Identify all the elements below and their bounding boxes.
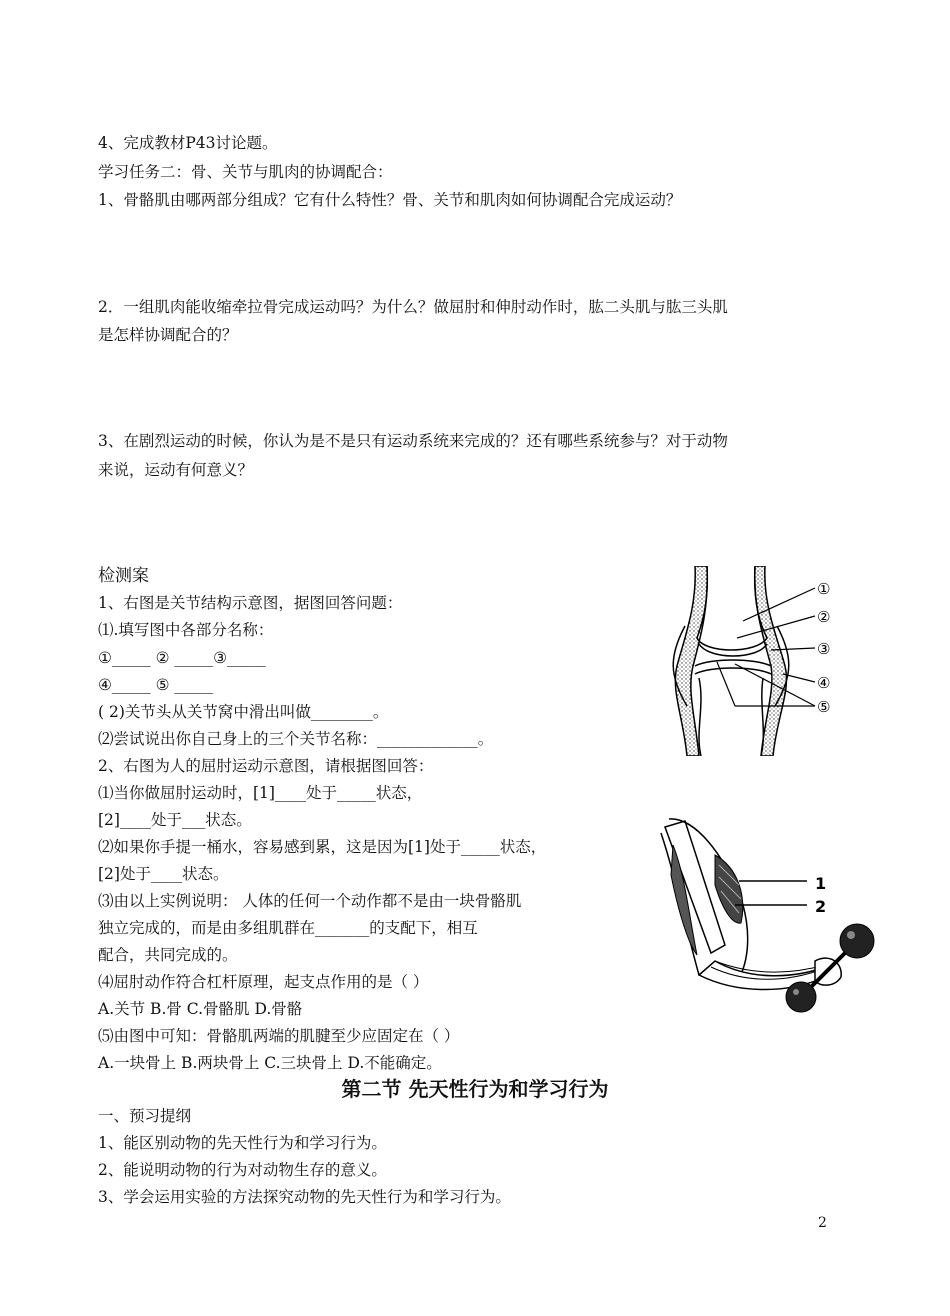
text-line-q3b: 来说，运动有何意义？ — [98, 461, 254, 479]
lower-bone-inner — [699, 678, 763, 756]
section2-line: 一、预习提纲 — [98, 1107, 192, 1125]
arm-flexion-diagram — [655, 815, 885, 1015]
test-line: 独立完成的，而是由多组肌群在_______的支配下，相互 — [98, 919, 478, 937]
test-line: ⑸由图中可知：骨骼肌两端的肌腱至少应固定在（ ） — [98, 1027, 460, 1045]
joint-socket-cartilage — [695, 668, 771, 674]
bone-outer-right — [755, 566, 787, 756]
test-line: ①_____ ② _____③_____ — [98, 649, 266, 667]
test-line: ⑴当你做屈肘运动时，[1]____处于_____状态， — [98, 784, 423, 802]
arm-label-1: 1 — [815, 874, 827, 893]
joint-label-3: ③ — [817, 640, 831, 658]
joint-label-5: ⑤ — [817, 698, 831, 716]
section2-line: 3、学会运用实验的方法探究动物的先天性行为和学习行为。 — [98, 1188, 511, 1206]
test-line: [2]____处于___状态。 — [98, 811, 252, 829]
test-line: ④_____ ⑤ _____ — [98, 676, 214, 694]
test-line: ⑵尝试说出你自己身上的三个关节名称：_____________。 — [98, 730, 494, 748]
test-line: 配合，共同完成的。 — [98, 946, 238, 964]
dumbbell-weight-bottom — [786, 982, 816, 1012]
text-line-q2b: 是怎样协调配合的？ — [98, 326, 238, 344]
text-line-task4: 4、完成教材P43讨论题。 — [98, 134, 278, 152]
test-line: ( 2)关节头从关节窝中滑出叫做________。 — [98, 703, 389, 721]
section2-line: 1、能区别动物的先天性行为和学习行为。 — [98, 1134, 387, 1152]
joint-label-1: ① — [817, 580, 831, 598]
section2-line: 2、能说明动物的行为对动物生存的意义。 — [98, 1161, 387, 1179]
test-line: A.关节 B.骨 C.骨骼肌 D.骨骼 — [98, 1000, 303, 1018]
test-line: ⑶由以上实例说明： 人体的任何一个动作都不是由一块骨骼肌 — [98, 892, 522, 910]
test-line: [2]处于____状态。 — [98, 865, 229, 883]
text-line-q2a: 2．一组肌肉能收缩牵拉骨完成运动吗？为什么？做屈肘和伸肘动作时，肱二头肌与肱三头肌 — [98, 298, 728, 316]
leader-line-1 — [743, 588, 815, 621]
test-line: 2、右图为人的屈肘运动示意图，请根据图回答： — [98, 757, 434, 775]
bone-outer-left — [675, 566, 707, 756]
section2-heading: 第二节 先天性行为和学习行为 — [341, 1077, 609, 1101]
test-line: ⑴.填写图中各部分名称： — [98, 621, 274, 639]
test-section-title: 检测案 — [98, 566, 149, 586]
joint-label-2: ② — [817, 608, 831, 626]
text-line-task2-title: 学习任务二：骨、关节与肌肉的协调配合： — [98, 163, 393, 181]
dumbbell-weight-top — [840, 924, 874, 958]
joint-label-4: ④ — [817, 674, 831, 692]
text-line-q1: 1、骨骼肌由哪两部分组成？它有什么特性？骨、关节和肌肉如何协调配合完成运动？ — [98, 191, 682, 209]
test-line: A.一块骨上 B.两块骨上 C.三块骨上 D.不能确定。 — [98, 1054, 442, 1072]
text-line-q3a: 3、在剧烈运动的时候，你认为是不是只有运动系统来完成的？还有哪些系统参与？对于动物 — [98, 432, 728, 450]
test-line: ⑵如果你手提一桶水，容易感到累，这是因为[1]处于_____状态， — [98, 838, 547, 856]
joint-diagram — [665, 566, 845, 756]
page-number: 2 — [818, 1215, 827, 1231]
test-line: ⑷屈肘动作符合杠杆原理，起支点作用的是（ ） — [98, 973, 429, 991]
joint-socket — [695, 660, 771, 666]
arm-label-2: 2 — [815, 897, 827, 916]
test-line: 1、右图是关节结构示意图，据图回答问题： — [98, 594, 403, 612]
